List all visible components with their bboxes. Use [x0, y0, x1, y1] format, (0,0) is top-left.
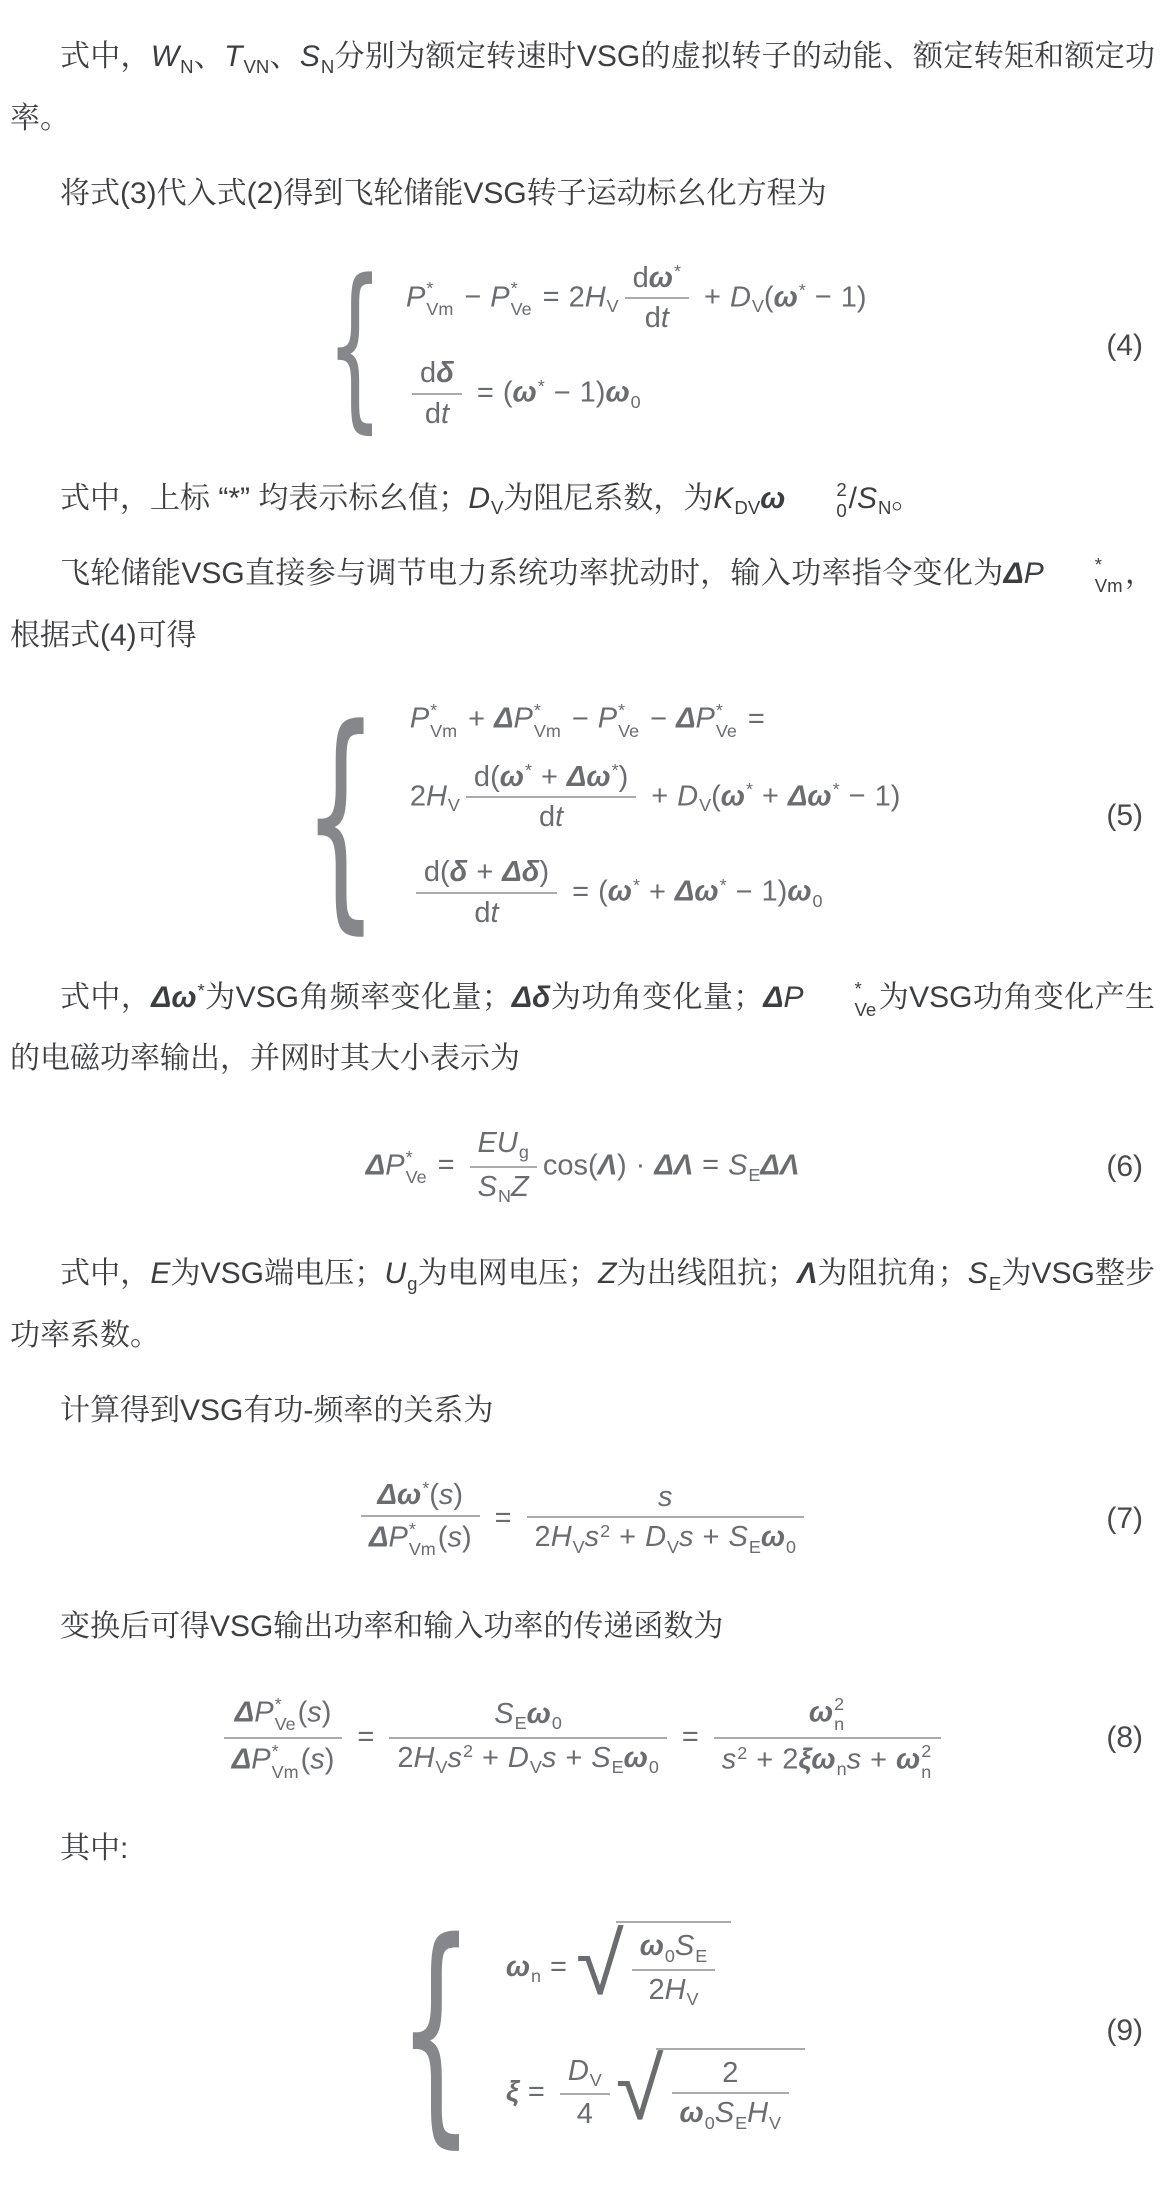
equation-block — [10, 677, 1155, 955]
paragraph: 其中: — [60, 1832, 129, 1866]
equation-line: P * Vm + ΔP * Vm − P * Ve − ΔP * Ve = — [409, 700, 765, 741]
equation-line: ξ = $\frac{D_V}{4}$ √ $\frac{2}{\omega_0S_EH_V}$ — [506, 2039, 805, 2148]
paragraph: 计算得到VSG有功-频率的关系为 — [60, 1394, 494, 1428]
equation-line: ΔP * Ve (s) ΔP * Vm (s) = $\frac{S_E\omega_0}{2H_Vs^2 + D_Vs + S_E\omega_0}$ = ω 2 n $s^2 + 2\xi\omega_ns + \omega$ 2 n — [218, 1692, 947, 1785]
equation-line: ΔP * Ve = $\frac{EU_g}{S_NZ}$ $\cos(\Lambda) \cdot \Delta\Lambda = S_E\Delta\Lambda$ — [366, 1124, 800, 1210]
equation-number: (5) — [1106, 799, 1143, 833]
equation-block — [10, 1692, 1155, 1785]
equation-block — [10, 241, 1155, 450]
equation-line: P * Vm − P * Ve = $2H_V$ $\frac{d\omega^*}{dt}$ + $D_V(\omega^* - 1)$ — [406, 259, 866, 339]
equation-line: $2H_V$ $\frac{d(\omega^* + \Delta\omega^*)}{dt}$ + $D_V(\omega^* + \Delta\omega^* - 1)$ — [410, 758, 901, 838]
paragraph: 飞轮储能VSG直接参与调节电力系统功率扰动时，输入功率指令变化为ΔP * Vm ，根据式(4)可得 — [10, 554, 1155, 652]
paragraph: 将式(3)代入式(2)得到飞轮储能VSG转子运动标幺化方程为 — [60, 177, 827, 210]
cases-brace: { — [326, 241, 384, 450]
paragraph: 式中，上标 “*” 均表示标幺值；$D_V$为阻尼系数，为$K_{DV}\omega$ 2 0 $/S_N$。 — [60, 478, 922, 521]
radical-sign: √ — [615, 2040, 664, 2138]
paragraph: 式中，$W_N$、$T_{VN}$、$S_N$分别为额定转速时VSG的虚拟转子的动能、额定转矩和额定功率。 — [10, 40, 1156, 135]
cases-brace: { — [397, 1891, 474, 2170]
equation-number: (4) — [1106, 329, 1143, 363]
equation-line: Δω*(s) ΔP * Vm (s) = $\frac{s}{2H_Vs^2 + D_Vs + S_E\omega_0}$ — [355, 1476, 810, 1562]
equation-number: (6) — [1106, 1149, 1143, 1183]
paragraph: 式中，Δω*为VSG角频率变化量；Δδ为功角变化量；ΔP * Ve 为VSG功角变化产生的电磁功率输出，并网时其大小表示为 — [10, 977, 1156, 1076]
equation-number: (8) — [1106, 1720, 1143, 1754]
equation-number: (9) — [1106, 2013, 1143, 2047]
equation-line: $\frac{d(\delta + \Delta\delta)}{dt}$ = $(\omega^* + \Delta\omega^* - 1)\omega_0$ — [410, 853, 823, 933]
equation-block — [10, 1891, 1155, 2170]
cases-brace: { — [302, 677, 379, 955]
equation-line: $\omega_n$ = √ $\frac{\omega_0S_E}{2H_V}$ — [506, 1914, 731, 2023]
paragraph: 变换后可得VSG输出功率和输入功率的传递函数为 — [60, 1610, 724, 1644]
equation-block — [10, 1476, 1155, 1562]
radical-sign: √ — [575, 1915, 624, 2013]
equation-line: $\frac{d\delta}{dt}$ = $(\omega^* - 1)\omega_0$ — [406, 354, 641, 434]
paragraph: 式中，E为VSG端电压；$U_g$为电网电压；Z为出线阻抗；Λ为阻抗角；$S_E$为VSG整步功率系数。 — [10, 1257, 1156, 1352]
document-body — [10, 26, 1156, 2170]
equation-block — [10, 1124, 1155, 1210]
equation-number: (7) — [1106, 1502, 1143, 1535]
